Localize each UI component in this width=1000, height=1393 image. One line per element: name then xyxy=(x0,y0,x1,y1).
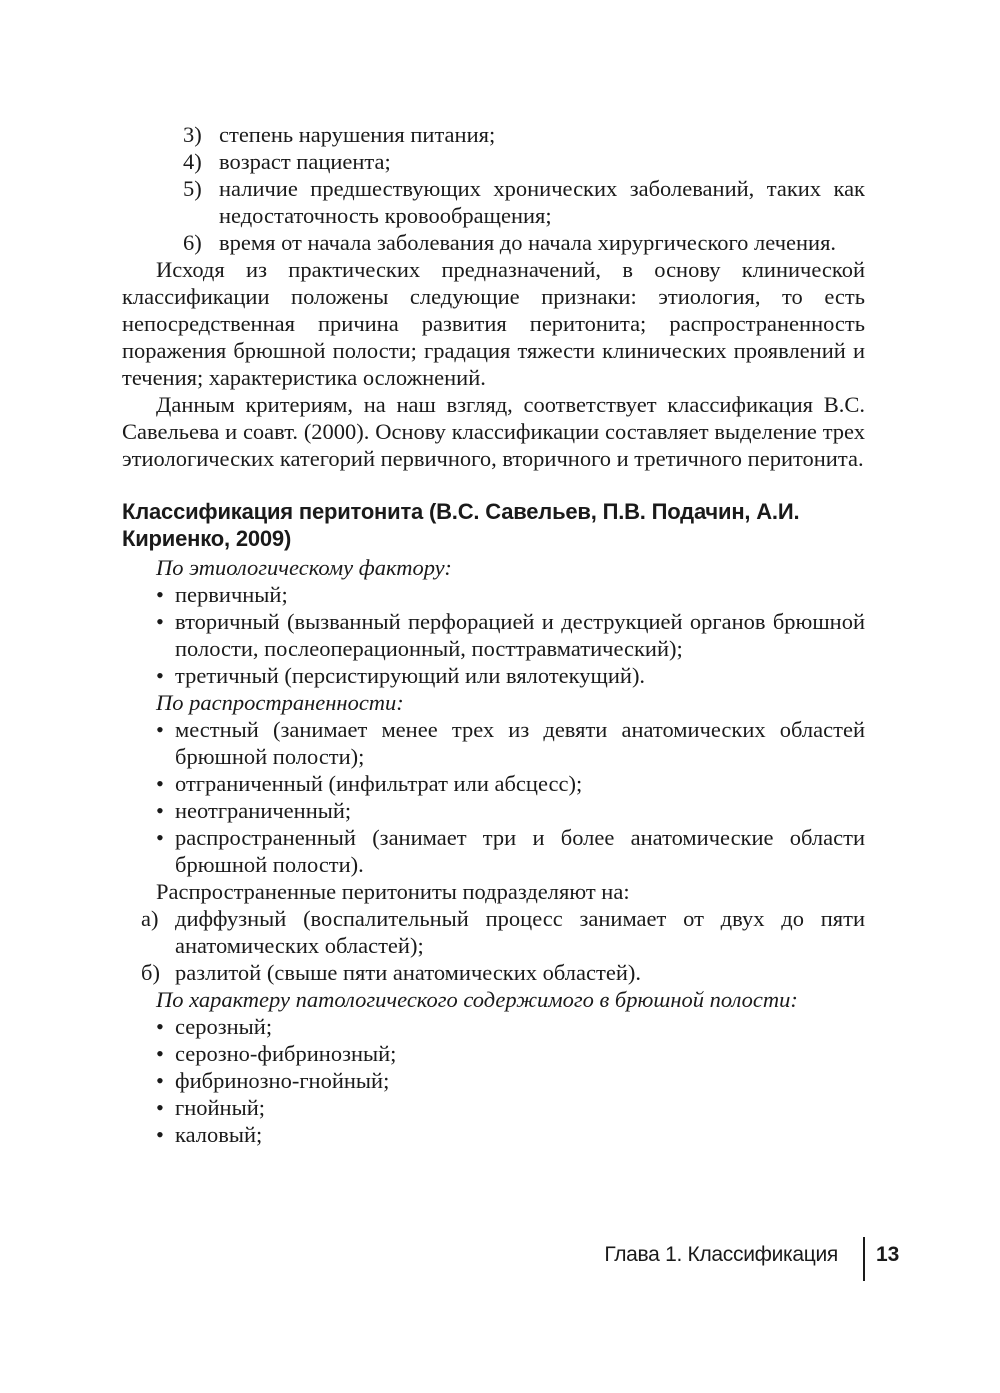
bullet-icon: • xyxy=(156,825,164,850)
page-number: 13 xyxy=(876,1243,900,1266)
paragraph: Исходя из практических предназначений, в основу клинической классификации положены следующие признаки: этиология, то есть непосредственная причина развития перитонита; распространенность поражения брюшной полости; градация тяжести клинических проявлений и течения; характеристика осложнений. xyxy=(122,257,865,390)
list-item-text: отграниченный (инфильтрат или абсцесс); xyxy=(175,771,583,796)
list-item-text: вторичный (вызванный перфорацией и деструкцией органов брюшной полости, послеоперационный, посттравматический); xyxy=(175,609,865,661)
list-item xyxy=(122,797,865,824)
list-item-text: фибринозно-гнойный; xyxy=(175,1068,390,1093)
list-item-text: серозно-фибринозный; xyxy=(175,1041,397,1066)
list-item-text: местный (занимает менее трех из девяти анатомических областей брюшной полости); xyxy=(175,717,865,769)
bullet-icon: • xyxy=(156,798,164,823)
item-marker: 5) xyxy=(183,176,202,201)
numbered-item xyxy=(122,229,865,256)
list-item-text: третичный (персистирующий или вялотекущий). xyxy=(175,663,646,688)
bullet-icon: • xyxy=(156,771,164,796)
paragraph: Данным критериям, на наш взгляд, соответствует классификация В.С. Савельева и соавт. (2000). Основу классификации составляет выделение трех этиологических категорий первичного, вторичного и третичного перитонита. xyxy=(122,392,865,471)
footer-divider xyxy=(863,1237,865,1281)
list-item xyxy=(122,581,865,608)
list-item xyxy=(122,1094,865,1121)
item-text: диффузный (воспалительный процесс занимает от двух до пяти анатомических областей); xyxy=(175,906,865,958)
bullet-icon: • xyxy=(156,717,164,742)
numbered-item xyxy=(122,148,865,175)
list-item xyxy=(122,1067,865,1094)
bullet-icon: • xyxy=(156,1014,164,1039)
subsection-title: По распространенности: xyxy=(156,690,404,715)
subsection-title: По этиологическому фактору: xyxy=(156,555,452,580)
subdivision-intro: Распространенные перитониты подразделяют на: xyxy=(156,879,630,904)
page-content xyxy=(122,121,865,1148)
item-marker: б) xyxy=(141,960,160,985)
list-item xyxy=(122,1040,865,1067)
section-heading: Классификация перитонита (В.С. Савельев, П.В. Подачин, А.И. Кириенко, 2009) xyxy=(122,499,800,551)
list-item xyxy=(122,716,865,770)
list-item xyxy=(122,1121,865,1148)
page-footer xyxy=(560,1237,940,1281)
numbered-item xyxy=(122,121,865,148)
list-item-text: распространенный (занимает три и более анатомические области брюшной полости). xyxy=(175,825,865,877)
bullet-icon: • xyxy=(156,1068,164,1093)
bullet-icon: • xyxy=(156,582,164,607)
list-item xyxy=(122,770,865,797)
item-marker: 4) xyxy=(183,149,202,174)
list-item xyxy=(122,1013,865,1040)
item-text: разлитой (свыше пяти анатомических областей). xyxy=(175,960,641,985)
list-item-text: каловый; xyxy=(175,1122,263,1147)
running-chapter-title: Глава 1. Классификация xyxy=(604,1243,838,1266)
item-marker: а) xyxy=(141,906,159,931)
list-item-text: гнойный; xyxy=(175,1095,266,1120)
item-marker: 3) xyxy=(183,122,202,147)
lettered-item xyxy=(122,959,865,986)
list-item xyxy=(122,662,865,689)
item-text: наличие предшествующих хронических заболеваний, таких как недостаточность кровообращения; xyxy=(219,176,865,228)
bullet-icon: • xyxy=(156,609,164,634)
item-text: степень нарушения питания; xyxy=(219,122,496,147)
list-item xyxy=(122,824,865,878)
item-text: возраст пациента; xyxy=(219,149,391,174)
item-text: время от начала заболевания до начала хирургического лечения. xyxy=(219,230,837,255)
lettered-item xyxy=(122,905,865,959)
list-item-text: неотграниченный; xyxy=(175,798,352,823)
item-marker: 6) xyxy=(183,230,202,255)
list-item-text: серозный; xyxy=(175,1014,273,1039)
subsection-title: По характеру патологического содержимого в брюшной полости: xyxy=(156,987,798,1012)
bullet-icon: • xyxy=(156,1041,164,1066)
list-item xyxy=(122,608,865,662)
list-item-text: первичный; xyxy=(175,582,288,607)
bullet-icon: • xyxy=(156,1122,164,1147)
bullet-icon: • xyxy=(156,1095,164,1120)
numbered-item xyxy=(122,175,865,229)
bullet-icon: • xyxy=(156,663,164,688)
